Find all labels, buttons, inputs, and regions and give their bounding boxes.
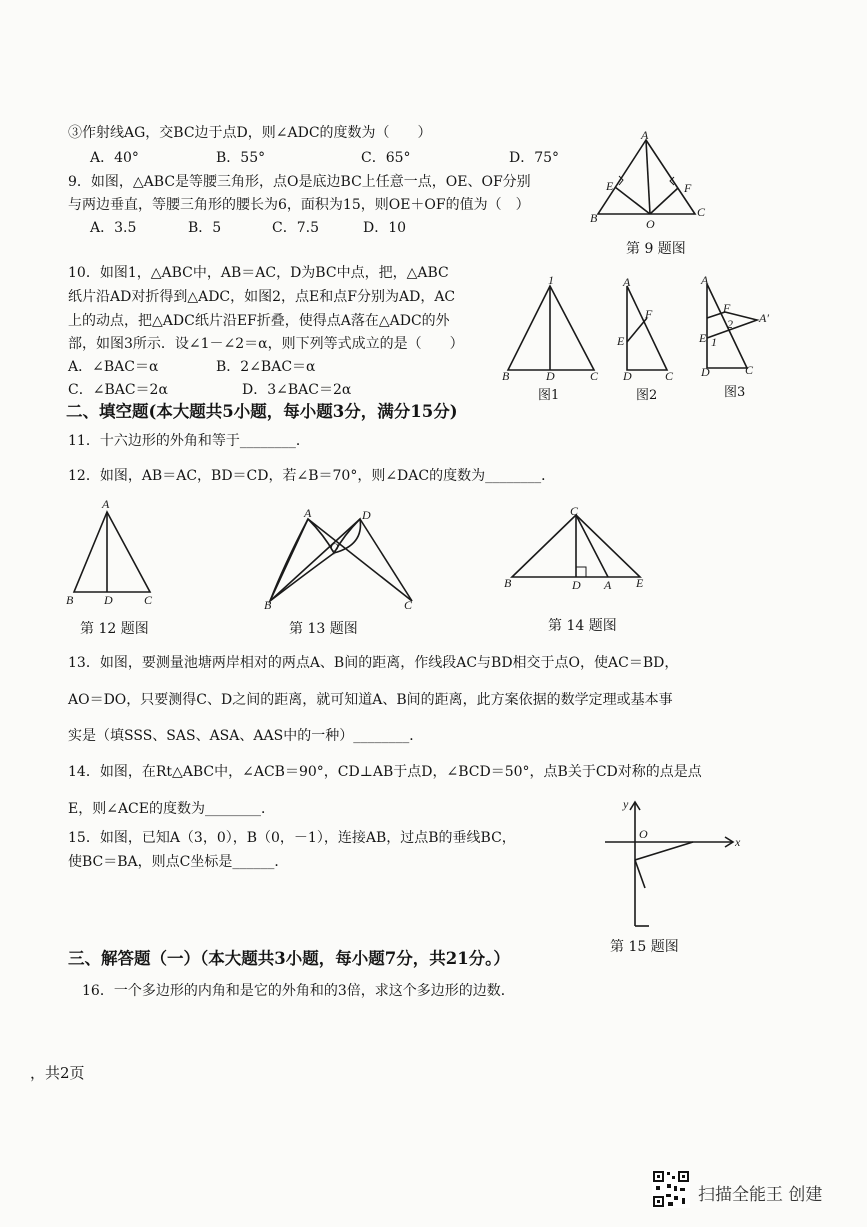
svg-text:D: D xyxy=(701,365,710,379)
svg-text:A′: A′ xyxy=(759,311,769,325)
q9-option-a: A．3.5 xyxy=(90,220,137,236)
q9-label-b: B xyxy=(590,211,598,225)
svg-text:A: A xyxy=(102,497,110,511)
q10-line4: 部，如图3所示．设∠1－∠2＝α，则下列等式成立的是（ ） xyxy=(68,336,464,352)
svg-text:C: C xyxy=(745,363,754,377)
q9-option-c: C．7.5 xyxy=(272,220,319,236)
q13-caption: 第 13 题图 xyxy=(289,621,358,637)
svg-text:2: 2 xyxy=(727,317,733,331)
q11-text: 11．十六边形的外角和等于________． xyxy=(68,433,310,449)
q9-caption: 第 9 题图 xyxy=(626,241,686,257)
svg-text:E: E xyxy=(617,334,625,348)
q15-y-label: y xyxy=(623,797,629,811)
svg-text:E: E xyxy=(636,576,644,590)
q8-stem: ③作射线AG，交BC边于点D，则∠ADC的度数为（ ） xyxy=(68,125,432,141)
q16-text: 16．一个多边形的内角和是它的外角和的3倍，求这个多边形的边数． xyxy=(82,983,515,999)
svg-text:1: 1 xyxy=(711,335,717,349)
q13-figure xyxy=(264,505,424,615)
q14-figure xyxy=(500,505,650,595)
q14-line1: 14．如图，在Rt△ABC中，∠ACB＝90°，CD⊥AB于点D，∠BCD＝50°，点B关于CD对称的点是点 xyxy=(68,764,702,780)
svg-text:E: E xyxy=(699,331,707,345)
q9-option-d: D．10 xyxy=(363,220,407,236)
svg-text:C: C xyxy=(404,598,413,612)
q15-figure xyxy=(605,796,745,936)
svg-text:O: O xyxy=(330,540,339,554)
q10-option-a: A．∠BAC＝α xyxy=(68,359,159,375)
q9-label-f: F xyxy=(684,181,692,195)
q10-line2: 纸片沿AD对折得到△ADC，如图2，点E和点F分别为AD，AC xyxy=(68,289,456,305)
q9-label-a: A xyxy=(641,128,649,142)
svg-text:D: D xyxy=(546,369,555,383)
q9-label-e: E xyxy=(606,179,614,193)
q10-option-c: C．∠BAC＝2α xyxy=(68,382,168,398)
section3-heading: 三、解答题（一）（本大题共3小题，每小题7分，共21分。） xyxy=(68,949,510,968)
svg-text:D: D xyxy=(572,578,581,592)
q10-line1: 10．如图1，△ABC中，AB＝AC，D为BC中点，把，△ABC xyxy=(68,265,449,281)
q15-x-label: x xyxy=(735,835,741,849)
section2-heading: 二、填空题(本大题共5小题，每小题3分，满分15分) xyxy=(66,402,458,421)
q13-line1: 13．如图，要测量池塘两岸相对的两点A、B间的距离，作线段AC与BD相交于点O，使AC＝BD， xyxy=(68,655,679,671)
q9-figure xyxy=(590,130,720,230)
svg-text:C: C xyxy=(570,504,579,518)
page-footer: ，共2页 xyxy=(30,1064,85,1082)
svg-text:1: 1 xyxy=(548,273,554,287)
q8-option-d: D．75° xyxy=(509,150,560,166)
q12-text: 12．如图，AB＝AC，BD＝CD，若∠B＝70°，则∠DAC的度数为________． xyxy=(68,468,556,484)
q10-figure-3 xyxy=(697,273,777,379)
svg-text:D: D xyxy=(362,508,371,522)
q8-option-b: B．55° xyxy=(216,150,266,166)
svg-text:F: F xyxy=(723,301,731,315)
q15-line1: 15．如图，已知A（3，0），B（0，－1），连接AB，过点B的垂线BC， xyxy=(68,830,516,846)
svg-text:B: B xyxy=(66,593,74,607)
q13-line2: AO＝DO，只要测得C、D之间的距离，就可知道A、B间的距离，此方案依据的数学定理或基本事 xyxy=(68,692,673,708)
q9-label-o: O xyxy=(646,217,655,231)
q10-option-b: B．2∠BAC＝α xyxy=(216,359,316,375)
svg-text:F: F xyxy=(645,307,653,321)
svg-text:C: C xyxy=(665,369,674,383)
q13-line3: 实是（填SSS、SAS、ASA、AAS中的一种）________． xyxy=(68,728,424,744)
svg-text:A: A xyxy=(304,506,312,520)
q12-figure xyxy=(62,497,162,610)
q9-line2: 与两边垂直，等腰三角形的腰长为6，面积为15，则OE＋OF的值为（ ） xyxy=(68,197,530,213)
svg-text:A: A xyxy=(701,273,709,287)
q10-figure-2 xyxy=(615,275,675,383)
svg-text:B: B xyxy=(504,576,512,590)
svg-text:C: C xyxy=(590,369,599,383)
svg-text:B: B xyxy=(264,598,272,612)
q10-fig1-caption: 图1 xyxy=(538,388,560,403)
q9-label-c: C xyxy=(697,205,706,219)
svg-text:C: C xyxy=(144,593,153,607)
q9-option-b: B．5 xyxy=(188,220,222,236)
q10-option-d: D．3∠BAC＝2α xyxy=(242,382,352,398)
svg-text:A: A xyxy=(604,578,612,592)
q14-line2: E，则∠ACE的度数为________． xyxy=(68,801,275,817)
svg-text:D: D xyxy=(104,593,113,607)
q14-caption: 第 14 题图 xyxy=(548,618,617,634)
q15-caption: 第 15 题图 xyxy=(610,939,679,955)
q8-option-c: C．65° xyxy=(361,150,411,166)
svg-text:D: D xyxy=(623,369,632,383)
q10-fig3-caption: 图3 xyxy=(724,385,746,400)
q8-option-a: A．40° xyxy=(90,150,139,166)
q9-line1: 9．如图，△ABC是等腰三角形，点O是底边BC上任意一点，OE、OF分别 xyxy=(68,174,531,190)
svg-text:B: B xyxy=(502,369,510,383)
q10-fig2-caption: 图2 xyxy=(636,388,658,403)
q10-line3: 上的动点，把△ADC纸片沿EF折叠，使得点A落在△ADC的外 xyxy=(68,313,450,329)
watermark-text: 扫描全能王 创建 xyxy=(698,1185,823,1205)
q12-caption: 第 12 题图 xyxy=(80,621,149,637)
q10-figure-1 xyxy=(500,273,610,383)
svg-text:A: A xyxy=(623,275,631,289)
qr-code-icon xyxy=(652,1170,690,1208)
q15-origin-label: O xyxy=(639,827,648,841)
q15-line2: 使BC＝BA，则点C坐标是______． xyxy=(68,854,289,870)
